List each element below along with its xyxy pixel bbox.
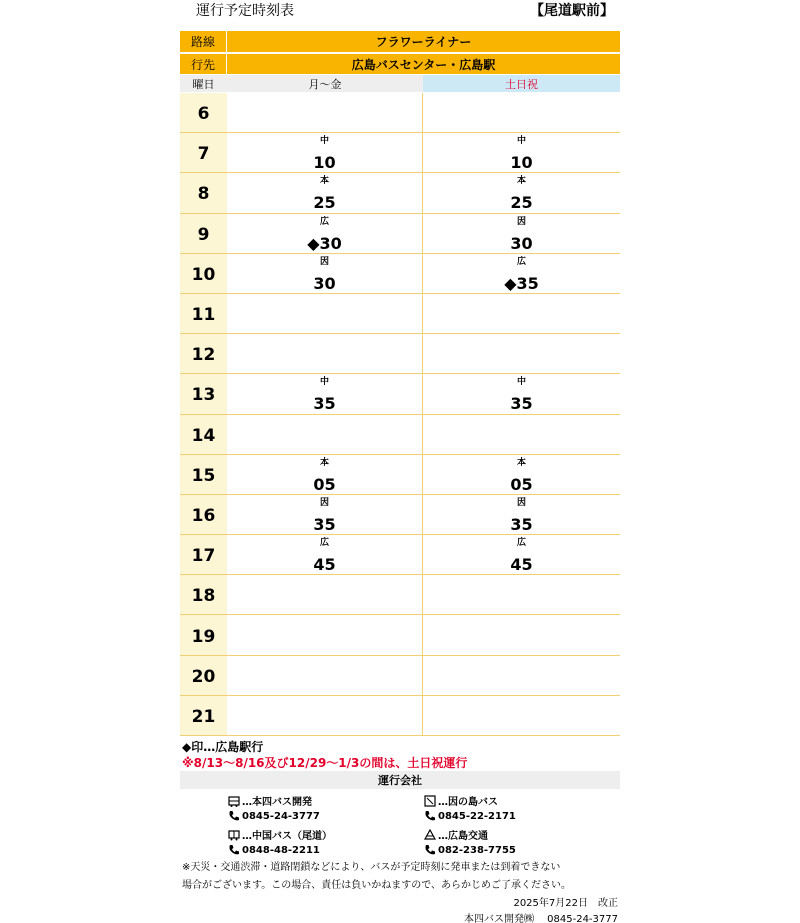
departure-minute: ◆30: [307, 233, 342, 253]
operator-mark: 本: [516, 457, 526, 468]
chugoku-bus-icon: [228, 829, 240, 841]
operator-mark: 中: [319, 377, 329, 388]
operator-phone-2: [228, 844, 320, 856]
weekend-cell: [423, 495, 620, 534]
hour-label: 15: [180, 455, 227, 494]
operator-name-text: …中国バス（尾道）: [242, 831, 332, 842]
timetable-row: [180, 696, 620, 736]
route-row: [180, 31, 620, 52]
operator-mark: 本: [319, 457, 329, 468]
hour-label: 11: [180, 294, 227, 333]
departure-minute: 30: [510, 233, 533, 253]
departure-minute: 45: [313, 555, 336, 575]
weekend-cell: [423, 93, 620, 132]
departure: [423, 135, 620, 174]
departure-minute: 05: [510, 474, 533, 494]
weekday-cell: [227, 93, 423, 132]
timetable-row: [180, 575, 620, 615]
weekend-cell: [423, 294, 620, 333]
timetable-row: [180, 415, 620, 455]
departure-minute: 45: [510, 555, 533, 575]
operator-mark: 広: [516, 256, 526, 267]
route-label: 路線: [180, 31, 227, 52]
operators-heading: 運行会社: [180, 771, 620, 789]
weekend-cell: [423, 334, 620, 373]
weekend-cell: [423, 173, 620, 212]
operator-phone-1: [424, 810, 516, 822]
weekend-cell: [423, 254, 620, 293]
weekend-header: 土日祝: [423, 75, 620, 92]
hour-label: 17: [180, 535, 227, 574]
weekend-cell: [423, 133, 620, 172]
departure-minute: 35: [510, 514, 533, 534]
weekday-header: 月～金: [227, 75, 423, 92]
operator-name-1: [424, 793, 498, 808]
operator-name-text: …本四バス開発: [242, 797, 312, 808]
departure-minute: 10: [313, 153, 336, 173]
operator-phone-0: [228, 810, 320, 822]
operator-phone-text: 0845-24-3777: [242, 810, 320, 822]
weekend-cell: [423, 455, 620, 494]
page-title: 運行予定時刻表: [196, 3, 294, 19]
operator-mark: 本: [319, 176, 329, 187]
departure: [227, 457, 422, 496]
operator-mark: 因: [319, 256, 329, 267]
hour-label: 9: [180, 214, 227, 253]
timetable-row: [180, 294, 620, 334]
special-service-note: ※8/13～8/16及び12/29～1/3の間は、土日祝運行: [182, 756, 468, 770]
departure-minute: 35: [510, 394, 533, 414]
phone-icon: [424, 844, 436, 856]
stop-name: 【尾道駅前】: [530, 3, 614, 19]
hiroshima-kotsu-icon: [424, 829, 436, 841]
departure: [227, 376, 422, 415]
operator-mark: 広: [319, 538, 329, 549]
operator-mark: 中: [516, 136, 526, 147]
weekday-cell: [227, 535, 423, 574]
phone-icon: [424, 810, 436, 822]
hour-label: 13: [180, 374, 227, 413]
operator-mark: 中: [516, 377, 526, 388]
operator-phone-text: 0845-22-2171: [438, 810, 516, 822]
hour-label: 12: [180, 334, 227, 373]
departure: [227, 135, 422, 174]
hour-label: 8: [180, 173, 227, 212]
weekday-cell: [227, 455, 423, 494]
operator-phone-text: 082-238-7755: [438, 844, 516, 856]
route-value: フラワーライナー: [375, 35, 472, 49]
weekend-cell: [423, 696, 620, 735]
legend-note: ◆印…広島駅行: [182, 740, 264, 754]
disclaimer-line-2: 場合がございます。この場合、責任は負いかねますので、あらかじめご了承ください。: [182, 880, 571, 891]
phone-icon: [228, 810, 240, 822]
departure: [423, 256, 620, 295]
weekend-cell: [423, 615, 620, 654]
departure: [423, 537, 620, 576]
hour-label: 20: [180, 656, 227, 695]
operator-mark: 広: [516, 538, 526, 549]
hour-label: 14: [180, 415, 227, 454]
timetable-row: [180, 656, 620, 696]
departure-minute: 35: [313, 514, 336, 534]
timetable-row: [180, 334, 620, 374]
timetable-row: [180, 374, 620, 414]
operator-name-2: [228, 827, 332, 842]
timetable-row: [180, 173, 620, 213]
departure: [423, 457, 620, 496]
timetable-row: [180, 214, 620, 254]
timetable-row: [180, 615, 620, 655]
timetable-row: [180, 133, 620, 173]
day-header-row: [180, 75, 620, 92]
day-label: 曜日: [180, 75, 227, 92]
weekday-cell: [227, 254, 423, 293]
destination-value: 広島バスセンター・広島駅: [351, 57, 496, 72]
departure-minute: 05: [313, 474, 336, 494]
departure: [423, 216, 620, 255]
honshi-bus-icon: [228, 795, 240, 807]
timetable-row: [180, 254, 620, 294]
departure-minute: ◆35: [504, 273, 539, 293]
weekend-cell: [423, 535, 620, 574]
weekday-cell: [227, 133, 423, 172]
weekday-cell: [227, 334, 423, 373]
departure-minute: 10: [510, 153, 533, 173]
departure-minute: 25: [510, 193, 533, 213]
operator-name-text: …因の島バス: [438, 797, 498, 808]
weekday-cell: [227, 575, 423, 614]
operator-name-text: …広島交通: [438, 831, 488, 842]
hour-label: 19: [180, 615, 227, 654]
timetable-row: [180, 455, 620, 495]
weekday-cell: [227, 415, 423, 454]
weekday-cell: [227, 495, 423, 534]
disclaimer-line-1: ※天災・交通渋滞・道路閉鎖などにより、バスが予定時刻に発車または到着できない: [182, 862, 561, 873]
operator-mark: 中: [319, 136, 329, 147]
departure-minute: 35: [313, 394, 336, 414]
weekday-cell: [227, 294, 423, 333]
destination-label: 行先: [180, 54, 227, 74]
operator-phone-3: [424, 844, 516, 856]
departure: [227, 497, 422, 536]
departure: [423, 376, 620, 415]
departure: [423, 175, 620, 214]
weekend-cell: [423, 575, 620, 614]
operator-mark: 本: [516, 176, 526, 187]
hour-label: 7: [180, 133, 227, 172]
hour-label: 16: [180, 495, 227, 534]
departure: [227, 256, 422, 295]
hour-label: 21: [180, 696, 227, 735]
weekday-cell: [227, 615, 423, 654]
departure-minute: 25: [313, 193, 336, 213]
hour-label: 10: [180, 254, 227, 293]
weekday-cell: [227, 374, 423, 413]
weekday-cell: [227, 214, 423, 253]
departure: [227, 216, 422, 255]
operator-phone-text: 0848-48-2211: [242, 844, 320, 856]
timetable-row: [180, 93, 620, 133]
operator-name-3: [424, 827, 488, 842]
departure: [227, 537, 422, 576]
revision-date: 2025年7月22日 改正: [513, 898, 618, 909]
footer-company: 本四バス開発㈱ 0845-24-3777: [463, 914, 618, 923]
hour-label: 18: [180, 575, 227, 614]
operator-name-0: [228, 793, 312, 808]
weekend-cell: [423, 214, 620, 253]
weekday-cell: [227, 696, 423, 735]
destination-row: [180, 53, 620, 74]
weekday-cell: [227, 656, 423, 695]
weekend-cell: [423, 374, 620, 413]
hour-label: 6: [180, 93, 227, 132]
operator-mark: 広: [319, 216, 329, 227]
operator-mark: 因: [319, 497, 329, 508]
timetable-grid: [180, 93, 620, 736]
operator-mark: 因: [516, 216, 526, 227]
departure: [423, 497, 620, 536]
departure-minute: 30: [313, 273, 336, 293]
departure: [227, 175, 422, 214]
innoshima-bus-icon: [424, 795, 436, 807]
phone-icon: [228, 844, 240, 856]
operator-mark: 因: [516, 497, 526, 508]
weekend-cell: [423, 656, 620, 695]
timetable-row: [180, 495, 620, 535]
weekday-cell: [227, 173, 423, 212]
weekend-cell: [423, 415, 620, 454]
timetable-row: [180, 535, 620, 575]
